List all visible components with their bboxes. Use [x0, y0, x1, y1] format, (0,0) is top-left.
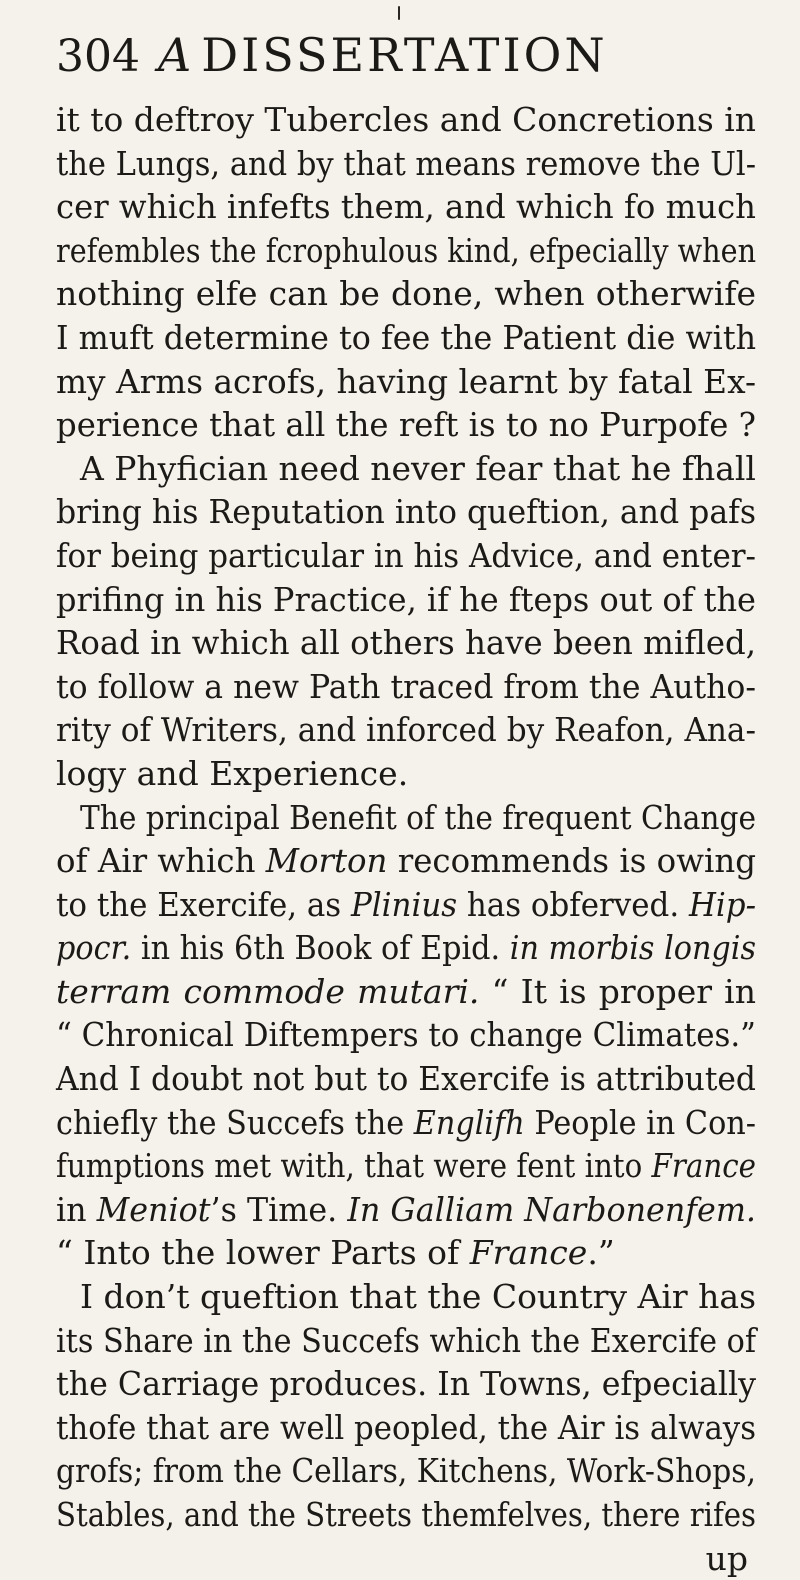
- text-run: Road in which all others have been mifled,: [56, 623, 756, 663]
- text-run: has obferved.: [457, 884, 689, 924]
- text-run: of Air which: [56, 841, 266, 881]
- italic-text: Hip-: [688, 884, 757, 924]
- text-line: [56, 1188, 756, 1232]
- italic-text: France: [651, 1146, 756, 1186]
- text-run: my Arms acrofs, having learnt by fatal Ex-: [56, 361, 757, 401]
- text-line: [56, 708, 756, 752]
- text-line: [56, 1449, 756, 1493]
- text-line: [56, 98, 756, 142]
- text-run: its Share in the Succefs which the Exercife of: [56, 1320, 757, 1360]
- text-run: the Lungs, and by that means remove the Ul-: [56, 143, 757, 183]
- text-run: it to deftroy Tubercles and Concretions in: [56, 100, 756, 139]
- text-run: ’s Time.: [210, 1189, 348, 1229]
- text-run: A Phyfician need never fear that he fhall: [80, 448, 756, 488]
- text-run: The principal Benefit of the frequent Change: [80, 797, 757, 837]
- text-line: [56, 926, 756, 970]
- text-run: to the Exercife, as: [56, 884, 351, 924]
- text-line: [56, 1101, 756, 1145]
- text-line: [56, 185, 756, 229]
- text-line: [56, 1362, 756, 1406]
- text-run: grofs; from the Cellars, Kitchens, Work-Shops,: [56, 1451, 756, 1491]
- text-line: [56, 839, 756, 883]
- text-run: to follow a new Path traced from the Autho-: [56, 666, 757, 706]
- text-line: [56, 752, 756, 796]
- running-head: [56, 28, 756, 90]
- text-line: [56, 970, 756, 1014]
- text-run: “ Chronical Diftempers to change Climates.”: [56, 1015, 756, 1055]
- text-line: [56, 229, 756, 273]
- text-run: chiefly the Succefs the: [56, 1102, 414, 1142]
- text-line: [56, 403, 756, 447]
- text-run: .”: [587, 1233, 615, 1273]
- text-run: thofe that are well peopled, the Air is always: [56, 1407, 757, 1447]
- text-run: cer which infefts them, and which fo much: [56, 187, 756, 227]
- text-line: [56, 883, 756, 927]
- text-line: [56, 1231, 756, 1275]
- text-line: [56, 1144, 756, 1188]
- italic-text: pocr.: [56, 928, 132, 968]
- text-run: in his 6th Book of Epid.: [131, 928, 510, 968]
- text-line: [56, 316, 756, 360]
- text-line: [56, 1493, 756, 1537]
- text-line: [56, 1013, 756, 1057]
- text-run: fumptions met with, that were fent into: [56, 1146, 652, 1186]
- text-line: [56, 621, 756, 665]
- text-line: [56, 1275, 756, 1319]
- text-run: for being particular in his Advice, and enter-: [56, 535, 757, 575]
- text-run: “ It is proper in: [479, 971, 756, 1011]
- text-line: [56, 1057, 756, 1101]
- text-line: [56, 578, 756, 622]
- italic-text: Plinius: [350, 884, 458, 924]
- text-run: up: [705, 1538, 748, 1578]
- text-line: [56, 796, 756, 840]
- text-run: the Carriage produces. In Towns, efpecially: [56, 1364, 756, 1404]
- text-run: People in Con-: [524, 1102, 757, 1142]
- text-line: [56, 360, 756, 404]
- italic-text: in morbis longis: [509, 928, 756, 968]
- text-line: [56, 447, 756, 491]
- italic-text: terram commode mutari.: [56, 971, 480, 1011]
- text-line: [56, 1406, 756, 1450]
- text-run: in: [56, 1189, 97, 1229]
- text-run: rity of Writers, and inforced by Reafon, Ana-: [56, 710, 756, 750]
- text-run: nothing elfe can be done, when otherwife: [56, 274, 757, 314]
- text-line: [56, 665, 756, 709]
- text-run: I muft determine to fee the Patient die with: [56, 317, 757, 357]
- text-line: [56, 272, 756, 316]
- text-line: [56, 142, 756, 186]
- body-text: [56, 98, 756, 1580]
- italic-text: Morton: [265, 841, 388, 881]
- italic-text: Englifh: [413, 1102, 525, 1142]
- running-head-article: A: [157, 28, 192, 82]
- text-run: logy and Experience.: [56, 753, 409, 793]
- running-head-title: DISSERTATION: [201, 28, 608, 82]
- text-line: [56, 1537, 756, 1580]
- text-line: [56, 534, 756, 578]
- text-line: [56, 1319, 756, 1363]
- text-run: And I doubt not but to Exercife is attributed: [56, 1059, 756, 1099]
- text-run: prifing in his Practice, if he fteps out of the: [56, 579, 756, 619]
- text-run: Stables, and the Streets themfelves, there rifes: [56, 1495, 757, 1534]
- text-line: [56, 490, 756, 534]
- page-number: 304: [56, 31, 140, 82]
- text-run: I don’t queftion that the Country Air has: [80, 1277, 757, 1317]
- italic-text: France: [469, 1233, 588, 1273]
- print-speck: [398, 6, 400, 20]
- text-run: recommends is owing: [387, 841, 756, 881]
- text-run: perience that all the reft is to no Purpofe ?: [56, 405, 756, 445]
- text-run: refembles the fcrophulous kind, efpecially when: [56, 230, 757, 270]
- text-run: bring his Reputation into queftion, and pafs: [56, 492, 757, 532]
- text-run: “ Into the lower Parts of: [56, 1233, 470, 1273]
- italic-text: Meniot: [96, 1189, 211, 1229]
- italic-text: In Galliam Narbonenfem.: [347, 1189, 757, 1229]
